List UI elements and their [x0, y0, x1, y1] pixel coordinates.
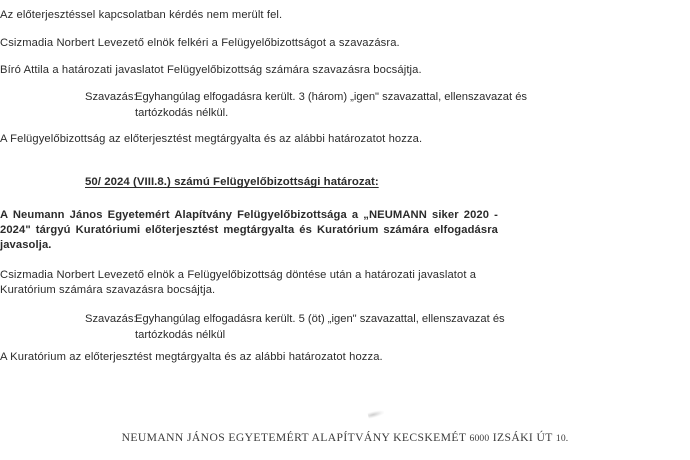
scan-artifact-speck: [368, 409, 385, 419]
paragraph-fb-discussed: A Felügyelőbizottság az előterjesztést megtárgyalta és az alábbi határozatot hozza.: [0, 133, 423, 145]
vote-tail-line: tartózkodás nélkül: [135, 328, 226, 341]
paragraph-chair-submits-to-board: Csizmadia Norbert Levezető elnök a Felügyelőbizottság döntése után a határozati javaslatot a Kuratórium számára szavazásra bocsájtja.: [0, 269, 477, 297]
vote-label: Szavazás:: [85, 91, 137, 103]
vote-label: Szavazás:: [85, 313, 137, 325]
paragraph-no-questions: Az előterjesztéssel kapcsolatban kérdés nem merült fel.: [0, 9, 283, 21]
footer-house-number: 10.: [555, 433, 569, 444]
vote-text: [135, 90, 583, 121]
vote-main-line: Egyhangúlag elfogadásra került. 5 (öt) „igen" szavazattal, ellenszavazat és: [135, 313, 505, 325]
vote-text: [135, 312, 583, 343]
paragraph-board-discussed: A Kuratórium az előterjesztést megtárgyalta és az alábbi határozatot hozza.: [0, 351, 383, 363]
paragraph-biro-submits-to-vote: Bíró Attila a határozati javaslatot Felügyelőbizottság számára szavazásra bocsájtja.: [0, 64, 422, 76]
resolution-body-text: A Neumann János Egyetemért Alapítvány Felügyelőbizottsága a „NEUMANN siker 2020 - 2024" tárgyú Kuratóriumi előterjesztést megtárgyalta és Kuratórium számára elfogadásra javasolja.: [0, 209, 498, 252]
page-footer: [0, 431, 690, 444]
footer-postal-code: 6000: [469, 433, 490, 444]
vote-result-fb: [85, 90, 583, 121]
footer-organization: NEUMANN JÁNOS EGYETEMÉRT ALAPÍTVÁNY KECSKEMÉT: [121, 431, 470, 444]
paragraph-chair-calls-fb-vote: Csizmadia Norbert Levezető elnök felkéri a Felügyelőbizottságot a szavazásra.: [0, 37, 400, 49]
vote-main-line: Egyhangúlag elfogadásra került. 3 (három) „igen" szavazattal, ellenszavazat és: [135, 91, 528, 103]
vote-result-kuratorium: [85, 312, 583, 343]
resolution-heading: 50/ 2024 (VIII.8.) számú Felügyelőbizottsági határozat:: [85, 176, 379, 188]
footer-address: IZSÁKI ÚT: [489, 431, 556, 444]
vote-tail-line: tartózkodás nélkül.: [135, 106, 229, 119]
